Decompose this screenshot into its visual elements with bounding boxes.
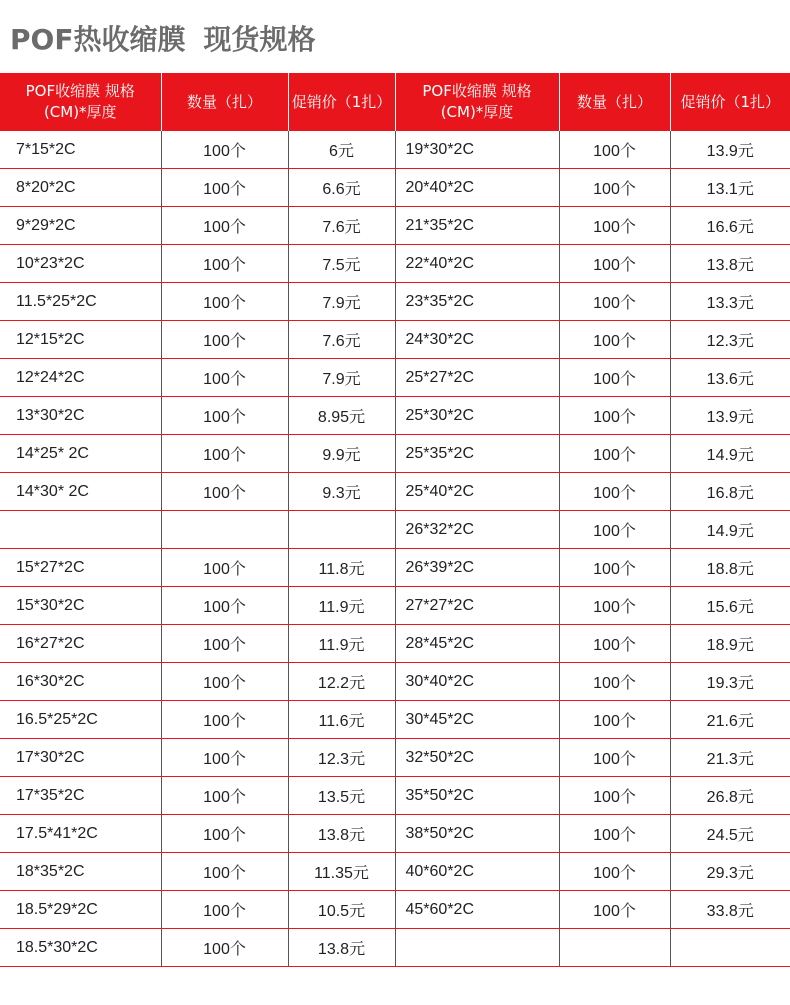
cell-price-left: 7.9元 [288, 359, 395, 397]
cell-size-right [395, 929, 559, 967]
cell-qty-left: 100个 [161, 891, 288, 929]
cell-size-left: 17*30*2C [0, 739, 161, 777]
cell-size-right: 27*27*2C [395, 587, 559, 625]
cell-price-left: 6.6元 [288, 169, 395, 207]
table-row [0, 473, 790, 511]
cell-size-right: 26*39*2C [395, 549, 559, 587]
cell-size-right: 38*50*2C [395, 815, 559, 853]
table-row [0, 245, 790, 283]
cell-price-right: 13.3元 [670, 283, 790, 321]
table-row [0, 397, 790, 435]
cell-size-left: 13*30*2C [0, 397, 161, 435]
cell-qty-right: 100个 [559, 169, 670, 207]
cell-price-right: 21.3元 [670, 739, 790, 777]
cell-size-right: 30*40*2C [395, 663, 559, 701]
cell-price-right: 13.8元 [670, 245, 790, 283]
cell-size-left: 17*35*2C [0, 777, 161, 815]
page-title [10, 18, 315, 58]
cell-price-right: 14.9元 [670, 511, 790, 549]
cell-size-left: 10*23*2C [0, 245, 161, 283]
cell-size-left: 15*30*2C [0, 587, 161, 625]
cell-price-left: 13.8元 [288, 929, 395, 967]
cell-size-right: 30*45*2C [395, 701, 559, 739]
cell-price-left: 8.95元 [288, 397, 395, 435]
cell-qty-left: 100个 [161, 853, 288, 891]
cell-qty-right: 100个 [559, 549, 670, 587]
cell-price-right: 33.8元 [670, 891, 790, 929]
header-size-line1: POF收缩膜 规格 [422, 82, 532, 100]
table-row [0, 625, 790, 663]
table-row [0, 283, 790, 321]
cell-price-left: 10.5元 [288, 891, 395, 929]
cell-size-left: 18*35*2C [0, 853, 161, 891]
cell-qty-right [559, 929, 670, 967]
cell-price-right: 16.6元 [670, 207, 790, 245]
cell-qty-right: 100个 [559, 473, 670, 511]
cell-size-right: 40*60*2C [395, 853, 559, 891]
table-row [0, 207, 790, 245]
cell-price-right: 14.9元 [670, 435, 790, 473]
cell-price-left: 12.3元 [288, 739, 395, 777]
header-size-right [395, 73, 559, 131]
cell-price-left: 9.3元 [288, 473, 395, 511]
table-row [0, 435, 790, 473]
table-row [0, 169, 790, 207]
cell-qty-left: 100个 [161, 245, 288, 283]
table-row [0, 777, 790, 815]
cell-price-right [670, 929, 790, 967]
cell-price-left: 12.2元 [288, 663, 395, 701]
cell-size-left: 14*25* 2C [0, 435, 161, 473]
cell-size-left: 16.5*25*2C [0, 701, 161, 739]
cell-size-right: 25*40*2C [395, 473, 559, 511]
cell-qty-right: 100个 [559, 283, 670, 321]
cell-size-right: 45*60*2C [395, 891, 559, 929]
table-row [0, 511, 790, 549]
cell-qty-right: 100个 [559, 397, 670, 435]
cell-qty-left: 100个 [161, 625, 288, 663]
cell-size-right: 22*40*2C [395, 245, 559, 283]
cell-qty-right: 100个 [559, 435, 670, 473]
table-row [0, 853, 790, 891]
cell-qty-right: 100个 [559, 359, 670, 397]
header-size-line2: (CM)*厚度 [43, 103, 117, 121]
cell-qty-left: 100个 [161, 815, 288, 853]
cell-size-left [0, 511, 161, 549]
cell-qty-left: 100个 [161, 321, 288, 359]
cell-price-right: 29.3元 [670, 853, 790, 891]
cell-size-left: 7*15*2C [0, 131, 161, 169]
cell-qty-right: 100个 [559, 511, 670, 549]
header-size-line2: (CM)*厚度 [440, 103, 514, 121]
cell-qty-left: 100个 [161, 131, 288, 169]
cell-qty-right: 100个 [559, 245, 670, 283]
cell-size-right: 26*32*2C [395, 511, 559, 549]
cell-price-left: 7.9元 [288, 283, 395, 321]
cell-qty-right: 100个 [559, 853, 670, 891]
cell-size-left: 16*30*2C [0, 663, 161, 701]
table-row [0, 587, 790, 625]
cell-qty-left: 100个 [161, 587, 288, 625]
price-table [0, 73, 790, 967]
header-size-line1: POF收缩膜 规格 [25, 82, 135, 100]
cell-size-right: 25*27*2C [395, 359, 559, 397]
cell-size-left: 14*30* 2C [0, 473, 161, 511]
cell-size-right: 24*30*2C [395, 321, 559, 359]
cell-size-right: 25*30*2C [395, 397, 559, 435]
cell-price-right: 19.3元 [670, 663, 790, 701]
cell-price-left: 13.5元 [288, 777, 395, 815]
table-row [0, 891, 790, 929]
cell-qty-right: 100个 [559, 321, 670, 359]
cell-price-left: 6元 [288, 131, 395, 169]
cell-size-left: 18.5*29*2C [0, 891, 161, 929]
cell-price-right: 15.6元 [670, 587, 790, 625]
cell-qty-left: 100个 [161, 777, 288, 815]
cell-size-left: 18.5*30*2C [0, 929, 161, 967]
cell-price-left: 7.6元 [288, 321, 395, 359]
cell-price-left: 11.8元 [288, 549, 395, 587]
cell-size-left: 16*27*2C [0, 625, 161, 663]
cell-price-right: 24.5元 [670, 815, 790, 853]
header-qty-right: 数量（扎） [559, 73, 670, 131]
cell-qty-right: 100个 [559, 625, 670, 663]
cell-qty-left: 100个 [161, 663, 288, 701]
cell-price-left: 9.9元 [288, 435, 395, 473]
cell-qty-right: 100个 [559, 815, 670, 853]
cell-price-right: 18.8元 [670, 549, 790, 587]
cell-price-left: 13.8元 [288, 815, 395, 853]
cell-qty-right: 100个 [559, 739, 670, 777]
cell-price-right: 13.9元 [670, 397, 790, 435]
cell-size-right: 32*50*2C [395, 739, 559, 777]
header-size-left [0, 73, 161, 131]
cell-size-left: 17.5*41*2C [0, 815, 161, 853]
cell-price-right: 16.8元 [670, 473, 790, 511]
cell-qty-right: 100个 [559, 777, 670, 815]
cell-size-left: 15*27*2C [0, 549, 161, 587]
cell-size-right: 28*45*2C [395, 625, 559, 663]
cell-price-left: 11.9元 [288, 625, 395, 663]
cell-price-right: 12.3元 [670, 321, 790, 359]
cell-price-right: 21.6元 [670, 701, 790, 739]
cell-size-right: 20*40*2C [395, 169, 559, 207]
cell-price-left: 11.9元 [288, 587, 395, 625]
cell-qty-left: 100个 [161, 207, 288, 245]
table-row [0, 131, 790, 169]
cell-size-right: 19*30*2C [395, 131, 559, 169]
cell-qty-left: 100个 [161, 397, 288, 435]
table-row [0, 663, 790, 701]
cell-qty-left [161, 511, 288, 549]
page-title-main: POF热收缩膜 [10, 23, 186, 56]
cell-qty-left: 100个 [161, 435, 288, 473]
cell-size-left: 8*20*2C [0, 169, 161, 207]
cell-qty-right: 100个 [559, 701, 670, 739]
cell-size-right: 35*50*2C [395, 777, 559, 815]
cell-price-left: 11.35元 [288, 853, 395, 891]
cell-size-left: 12*15*2C [0, 321, 161, 359]
cell-price-right: 18.9元 [670, 625, 790, 663]
cell-size-right: 21*35*2C [395, 207, 559, 245]
cell-qty-left: 100个 [161, 473, 288, 511]
cell-price-right: 13.1元 [670, 169, 790, 207]
header-price-right: 促销价（1扎） [670, 73, 790, 131]
cell-qty-right: 100个 [559, 131, 670, 169]
cell-qty-left: 100个 [161, 169, 288, 207]
table-row [0, 815, 790, 853]
cell-qty-left: 100个 [161, 929, 288, 967]
cell-qty-left: 100个 [161, 701, 288, 739]
header-price-left: 促销价（1扎） [288, 73, 395, 131]
cell-price-left [288, 511, 395, 549]
cell-price-left: 11.6元 [288, 701, 395, 739]
page-title-sub: 现货规格 [203, 23, 316, 56]
cell-qty-right: 100个 [559, 891, 670, 929]
cell-size-left: 9*29*2C [0, 207, 161, 245]
table-row [0, 359, 790, 397]
cell-qty-left: 100个 [161, 283, 288, 321]
cell-qty-left: 100个 [161, 359, 288, 397]
cell-qty-right: 100个 [559, 207, 670, 245]
cell-price-right: 13.6元 [670, 359, 790, 397]
cell-size-right: 23*35*2C [395, 283, 559, 321]
cell-price-left: 7.6元 [288, 207, 395, 245]
cell-qty-left: 100个 [161, 549, 288, 587]
table-row [0, 701, 790, 739]
table-header-row [0, 73, 790, 131]
cell-price-left: 7.5元 [288, 245, 395, 283]
cell-price-right: 13.9元 [670, 131, 790, 169]
cell-size-left: 11.5*25*2C [0, 283, 161, 321]
table-body [0, 131, 790, 967]
cell-size-left: 12*24*2C [0, 359, 161, 397]
table-row [0, 321, 790, 359]
cell-price-right: 26.8元 [670, 777, 790, 815]
table-row [0, 549, 790, 587]
cell-qty-right: 100个 [559, 663, 670, 701]
table-row [0, 739, 790, 777]
cell-qty-right: 100个 [559, 587, 670, 625]
header-qty-left: 数量（扎） [161, 73, 288, 131]
cell-qty-left: 100个 [161, 739, 288, 777]
cell-size-right: 25*35*2C [395, 435, 559, 473]
table-row [0, 929, 790, 967]
